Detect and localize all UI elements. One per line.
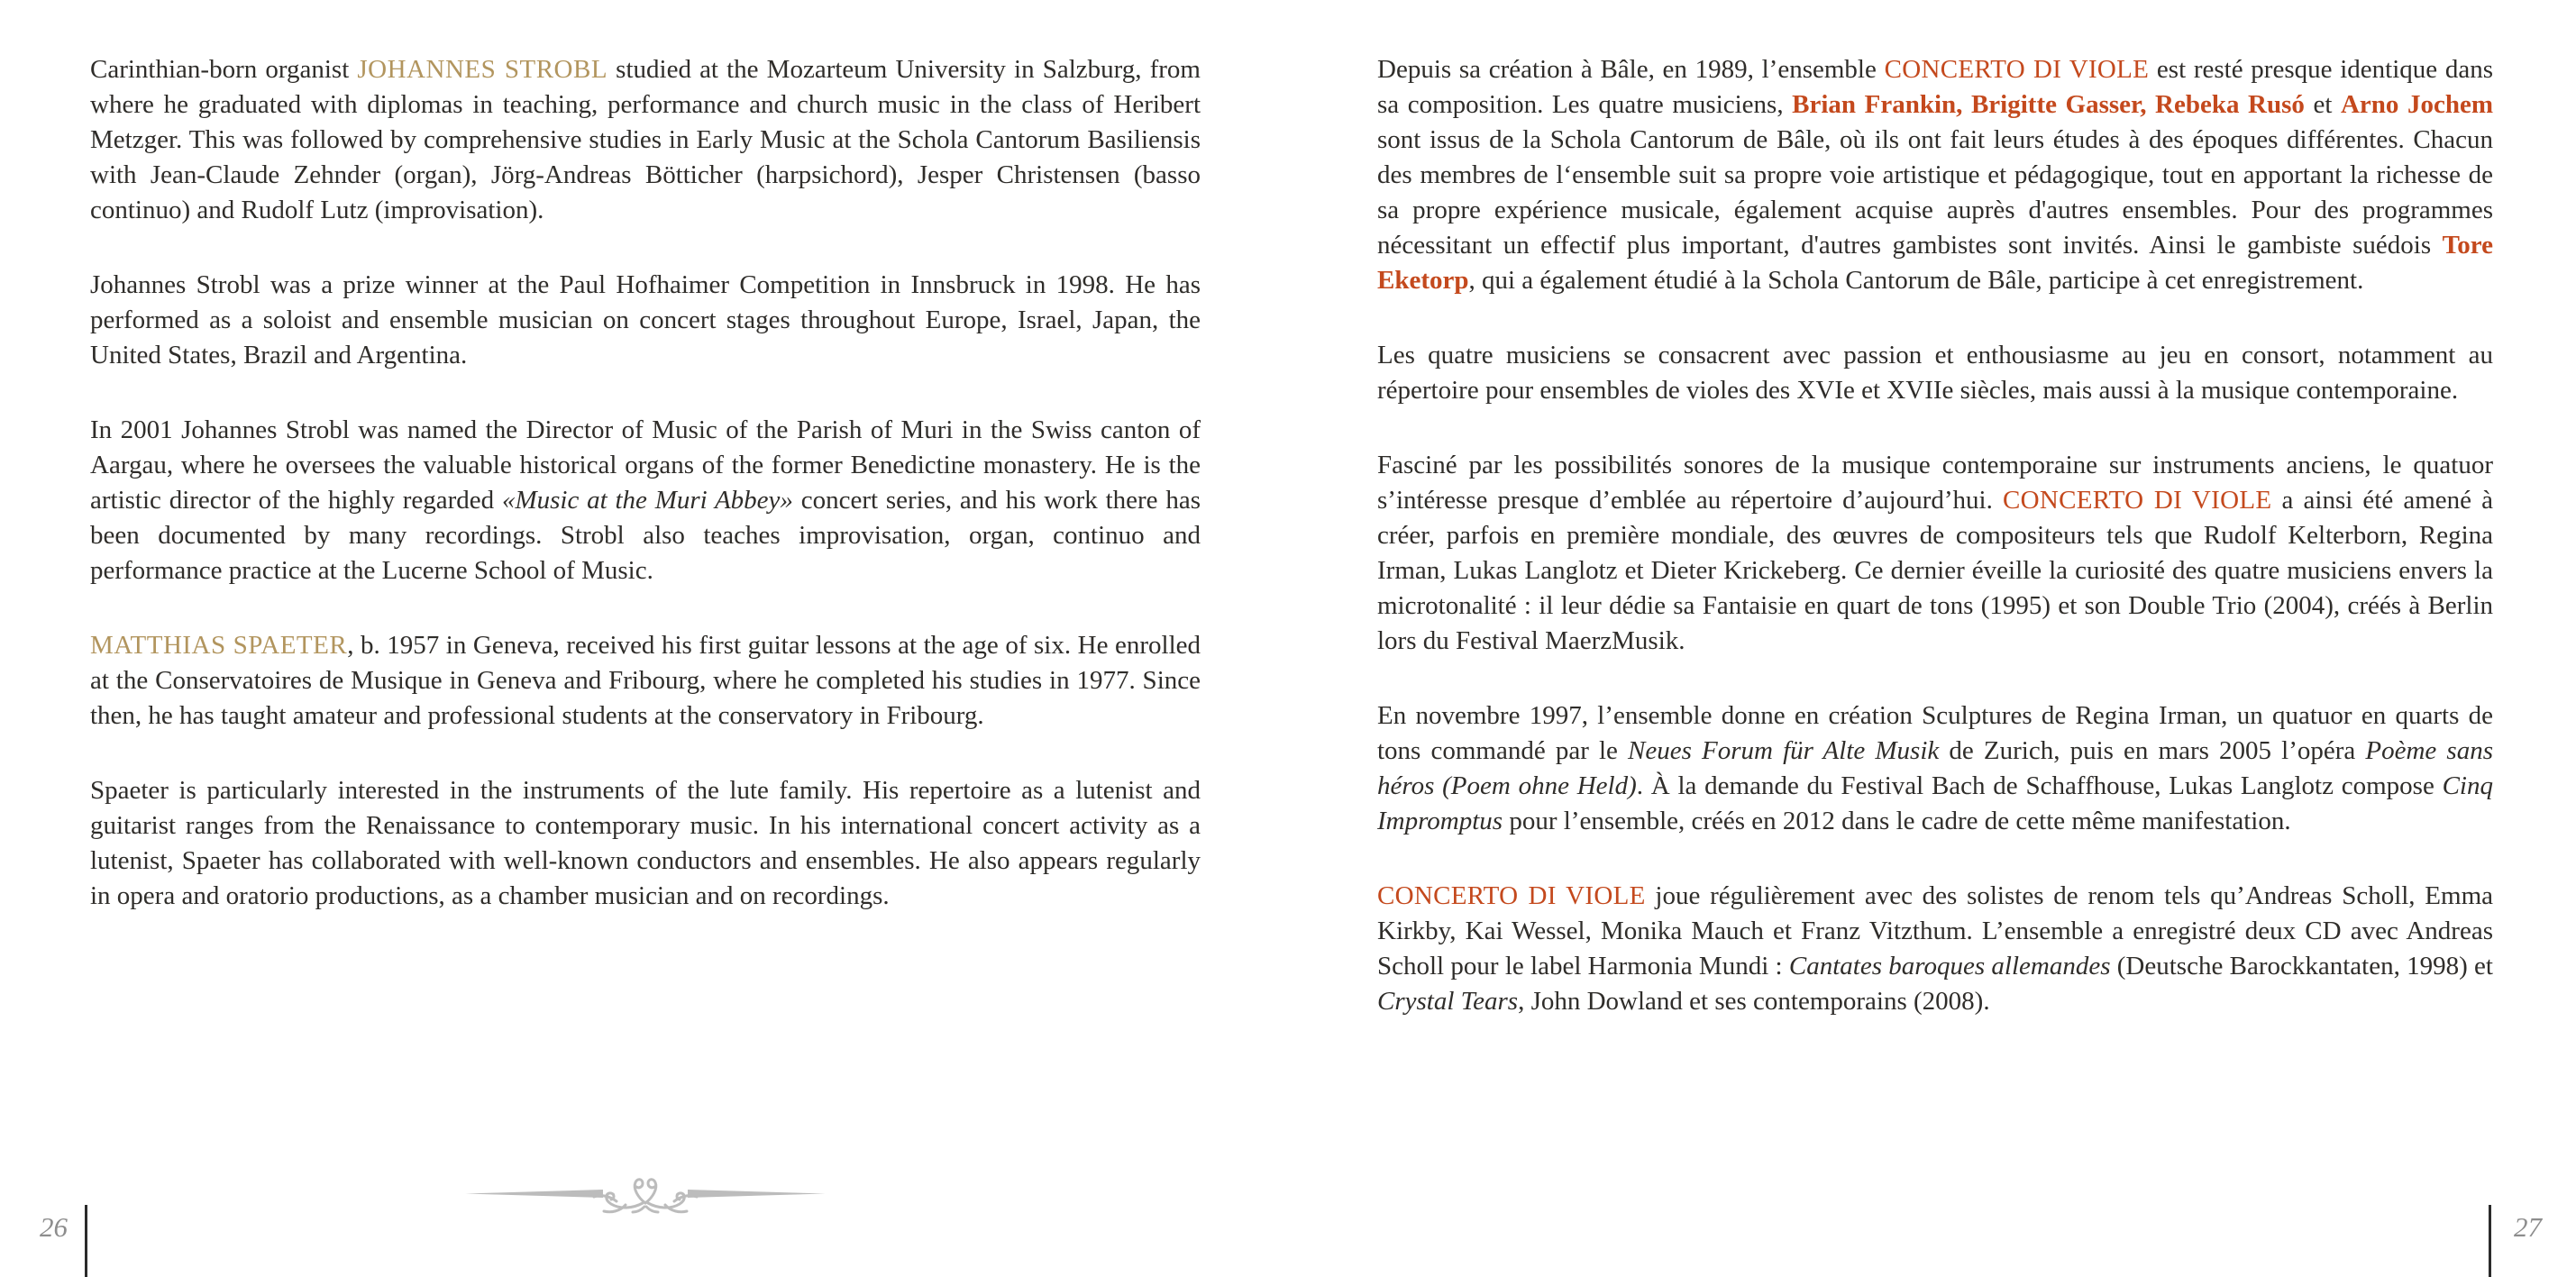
paragraph	[90, 52, 1201, 228]
text-run: et	[2304, 90, 2341, 119]
text-run: pour l’ensemble, créés en 2012 dans le cadre de cette même manifestation.	[1503, 807, 2291, 835]
paragraph	[90, 628, 1201, 734]
text-run: (Deutsche Barockkantaten, 1998) et	[2110, 952, 2493, 981]
text-run-gold: MATTHIAS SPAETER	[90, 631, 348, 660]
left-page-text-column	[90, 52, 1201, 953]
text-run: , John Dowland et ses contemporains (2008).	[1518, 987, 1990, 1016]
right-page-text-column	[1377, 52, 2493, 1059]
text-run: concert series, and his work there has been documented by many recordings. Strobl also teaches improvisation, organ, continuo and performance practice at the Lucerne School of Music.	[90, 486, 1201, 585]
text-run: joue régulièrement avec des solistes de renom tels qu’Andreas Scholl, Emma Kirkby, Kai Wessel, Monika Mauch et Franz Vitzthum. L’ensemble a enregistré deux CD avec Andreas Scholl pour le label Harmonia Mundi :	[1377, 881, 2493, 981]
text-run: Les quatre musiciens se consacrent avec passion et enthousiasme au jeu en consort, notamment au répertoire pour ensembles de violes des XVIe et XVIIe siècles, mais aussi à la musique contemporaine.	[1377, 341, 2493, 405]
text-run-italic: Crystal Tears	[1377, 987, 1519, 1016]
paragraph	[1377, 448, 2493, 659]
text-run: de Zurich, puis en mars 2005 l’opéra	[1939, 736, 2366, 765]
paragraph	[90, 773, 1201, 914]
text-run: , b. 1957 in Geneva, received his first guitar lessons at the age of six. He enrolled at the Conservatoires de Musique in Geneva and Fribourg, where he completed his studies in 1977. Since then, he has taught amateur and professional students at the conservatory in Fribourg.	[90, 631, 1201, 730]
paragraph	[1377, 338, 2493, 408]
page-number-left: 26	[40, 1211, 68, 1243]
text-run: Spaeter is particularly interested in the instruments of the lute family. His repertoire as a lutenist and guitarist ranges from the Renaissance to contemporary music. In his international concert activity as a lutenist, Spaeter has collaborated with well-known conductors and ensembles. He also appears regularly in opera and oratorio productions, as a chamber musician and on recordings.	[90, 776, 1201, 910]
paragraph	[1377, 698, 2493, 839]
text-run-red: CONCERTO DI VIOLE	[1377, 881, 1646, 910]
page-edge-rule-left	[85, 1205, 87, 1277]
page-edge-rule-right	[2489, 1205, 2491, 1277]
text-run-red: CONCERTO DI VIOLE	[2002, 486, 2272, 515]
text-run-gold: JOHANNES STROBL	[357, 55, 608, 84]
text-run-red-bold: Brian Frankin, Brigitte Gasser, Rebeka Rusó	[1792, 90, 2305, 119]
text-run: a ainsi été amené à créer, parfois en première mondiale, des œuvres de compositeurs tels que Rudolf Kelterborn, Regina Irman, Lukas Langlotz et Dieter Krickeberg. Ce dernier éveille la curiosité des quatre musiciens envers la microtonalité : il leur dédie sa Fantaisie en quart de tons (1995) et son Double Trio (2004), créés à Berlin lors du Festival MaerzMusik.	[1377, 486, 2493, 655]
text-run: Johannes Strobl was a prize winner at the Paul Hofhaimer Competition in Innsbruck in 1998. He has performed as a soloist and ensemble musician on concert stages throughout Europe, Israel, Japan, the United States, Brazil and Argentina.	[90, 270, 1201, 369]
paragraph	[90, 413, 1201, 588]
text-run: Fasciné par les possibilités sonores de la musique contemporaine sur instruments anciens, le quatuor s’intéresse presque d’emblée au répertoire d’aujourd’hui.	[1377, 451, 2493, 515]
text-run-italic: Neues Forum für Alte Musik	[1628, 736, 1940, 765]
text-run: studied at the Mozarteum University in Salzburg, from where he graduated with diplomas in teaching, performance and church music in the class of Heribert Metzger. This was followed by comprehensive studies in Early Music at the Schola Cantorum Basiliensis with Jean-Claude Zehnder (organ), Jörg-Andreas Bötticher (harpsichord), Jesper Christensen (basso continuo) and Rudolf Lutz (improvisation).	[90, 55, 1201, 224]
text-run: Depuis sa création à Bâle, en 1989, l’ensemble	[1377, 55, 1885, 84]
text-run: . À la demande du Festival Bach de Schaffhouse, Lukas Langlotz compose	[1636, 771, 2443, 800]
paragraph	[1377, 52, 2493, 298]
text-run: , qui a également étudié à la Schola Cantorum de Bâle, participe à cet enregistrement.	[1468, 266, 2364, 295]
page-number-right: 27	[2514, 1211, 2542, 1243]
text-run-red-bold: Tore Eketorp	[1377, 231, 2493, 295]
text-run-red-bold: Arno Jochem	[2340, 90, 2493, 119]
text-run: Carinthian-born organist	[90, 55, 358, 84]
text-run: En novembre 1997, l’ensemble donne en création Sculptures de Regina Irman, un quatuor en quarts de tons commandé par le	[1377, 701, 2493, 765]
text-run-red: CONCERTO DI VIOLE	[1884, 55, 2150, 84]
text-run-italic: Cantates baroques allemandes	[1788, 952, 2111, 981]
text-run-italic: «Music at the Muri Abbey»	[501, 486, 793, 515]
paragraph	[90, 268, 1201, 373]
text-run: sont issus de la Schola Cantorum de Bâle, où ils ont fait leurs études à des époques différentes. Chacun des membres de l‘ensemble suit sa propre voie artistique et pédagogique, tout en apportant la richesse de sa propre expérience musicale, également acquise auprès d'autres ensembles. Pour des programmes nécessitant un effectif plus important, d'autres gambistes sont invités. Ainsi le gambiste suédois	[1377, 125, 2493, 260]
text-run: In 2001 Johannes Strobl was named the Director of Music of the Parish of Muri in the Swiss canton of Aargau, where he oversees the valuable historical organs of the former Benedictine monastery. He is the artistic director of the highly regarded	[90, 415, 1201, 515]
paragraph	[1377, 879, 2493, 1019]
text-run-italic: Poème sans héros (Poem ohne Held)	[1377, 736, 2494, 800]
text-run: est resté presque identique dans sa composition. Les quatre musiciens,	[1377, 55, 2493, 119]
floral-divider-icon	[465, 1174, 826, 1214]
text-run-italic: Cinq Impromptus	[1377, 771, 2493, 835]
